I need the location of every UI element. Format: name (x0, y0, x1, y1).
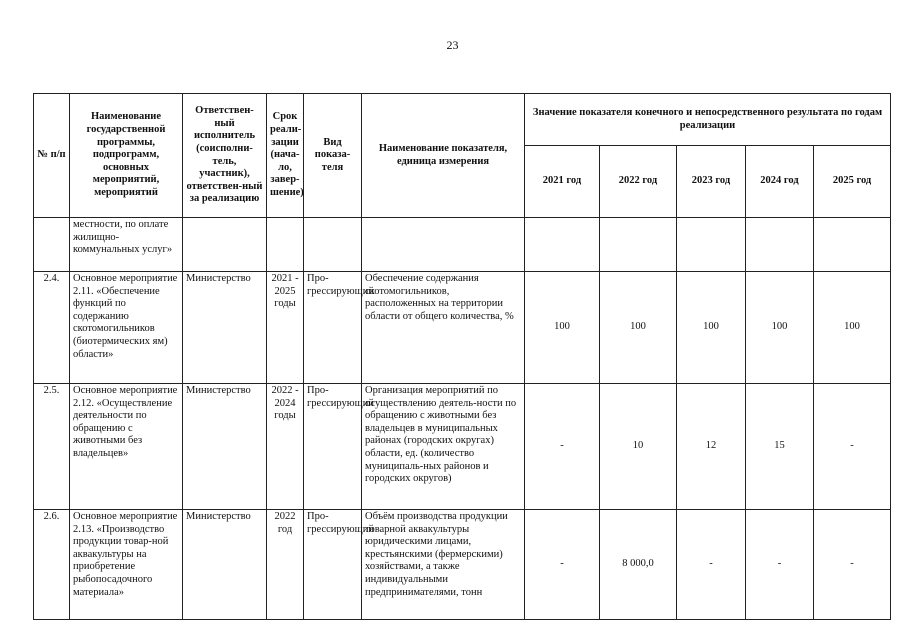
row-value: 100 (677, 272, 746, 384)
row-term: 2022 год (267, 510, 304, 620)
row-value: - (746, 510, 814, 620)
table-row (34, 384, 891, 510)
row-value: - (525, 384, 600, 510)
row-value: 100 (814, 272, 891, 384)
row-responsible: Министерство (183, 384, 267, 510)
row-responsible: Министерство (183, 272, 267, 384)
indicators-table (33, 93, 891, 620)
table-row (34, 272, 891, 384)
row-value: 8 000,0 (600, 510, 677, 620)
row-name: Основное мероприятие 2.13. «Производство продукции товар-ной аквакультуры на приобретение рыбопосадочного материала» (70, 510, 183, 620)
row-term: 2021 - 2025 годы (267, 272, 304, 384)
row-value: 100 (600, 272, 677, 384)
header-row (34, 94, 891, 146)
table-row (34, 510, 891, 620)
row-num: 2.5. (34, 384, 70, 510)
row-type: Про-грессирующий (304, 272, 362, 384)
header-year: 2023 год (677, 146, 746, 218)
row-indicator: Организация мероприятий по осуществлению деятель-ности по обращению с животными без владельцев в муниципальных районах (городских округах) области, ед. (количество муниципаль-ных районов и городских округов) (362, 384, 525, 510)
row-name: местности, по оплате жилищно-коммунальных услуг» (70, 218, 183, 272)
row-value: 100 (746, 272, 814, 384)
header-num: № п/п (34, 94, 70, 218)
row-value: - (677, 510, 746, 620)
header-year: 2021 год (525, 146, 600, 218)
header-year: 2022 год (600, 146, 677, 218)
table-row-continuation (34, 218, 891, 272)
row-type: Про-грессирующий (304, 510, 362, 620)
header-responsible: Ответствен-ный исполнитель (соисполни-тель, участник), ответствен-ный за реализацию (183, 94, 267, 218)
header-indicator: Наименование показателя, единица измерения (362, 94, 525, 218)
row-value: 10 (600, 384, 677, 510)
row-value: - (814, 384, 891, 510)
row-value: 15 (746, 384, 814, 510)
header-term: Срок реали-зации (нача-ло, завер-шение) (267, 94, 304, 218)
page-number: 23 (446, 38, 459, 52)
row-term: 2022 - 2024 годы (267, 384, 304, 510)
header-values-group: Значение показателя конечного и непосредственного результата по годам реализации (525, 94, 891, 146)
row-value: - (814, 510, 891, 620)
header-name: Наименование государственной программы, подпрограмм, основных мероприятий, мероприятий (70, 94, 183, 218)
header-year: 2024 год (746, 146, 814, 218)
header-type: Вид показа-теля (304, 94, 362, 218)
row-name: Основное мероприятие 2.11. «Обеспечение функций по содержанию скотомогильников (биотермических ям) области» (70, 272, 183, 384)
header-year: 2025 год (814, 146, 891, 218)
row-responsible: Министерство (183, 510, 267, 620)
row-indicator: Обеспечение содержания скотомогильников, расположенных на территории области от общего количества, % (362, 272, 525, 384)
row-value: - (525, 510, 600, 620)
row-num: 2.6. (34, 510, 70, 620)
row-num: 2.4. (34, 272, 70, 384)
row-value: 12 (677, 384, 746, 510)
row-value: 100 (525, 272, 600, 384)
row-name: Основное мероприятие 2.12. «Осуществление деятельности по обращению с животными без владельцев» (70, 384, 183, 510)
row-type: Про-грессирующий (304, 384, 362, 510)
row-indicator: Объём производства продукции товарной аквакультуры юридическими лицами, крестьянскими (фермерскими) хозяйствами, а также индивидуальными предпринимателями, тонн (362, 510, 525, 620)
